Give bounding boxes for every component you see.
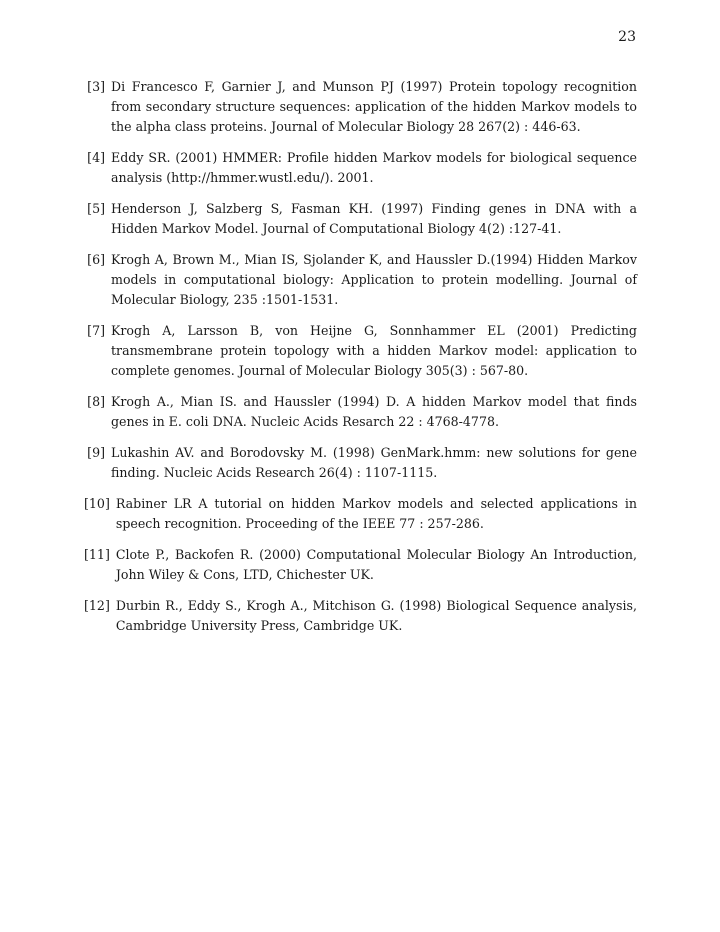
reference-label: [10]: [84, 496, 110, 511]
reference-text: Lukashin AV. and Borodovsky M. (1998) GenMark.hmm: new solutions for gene finding. Nucleic Acids Research 26(4) : 1107-1115.: [111, 445, 637, 480]
reference-text: Henderson J, Salzberg S, Fasman KH. (1997) Finding genes in DNA with a Hidden Markov Model. Journal of Computational Biology 4(2) :127-41.: [111, 201, 637, 236]
reference-list: [84, 77, 637, 647]
reference-item: [84, 321, 637, 381]
reference-text: Krogh A, Larsson B, von Heijne G, Sonnhammer EL (2001) Predicting transmembrane protein topology with a hidden Markov model: application to complete genomes. Journal of Molecular Biology 305(3) : 567-80.: [111, 323, 637, 378]
reference-label: [11]: [84, 547, 110, 562]
page-number: 23: [618, 29, 636, 45]
reference-label: [7]: [87, 323, 105, 338]
reference-item: [84, 77, 637, 137]
reference-label: [12]: [84, 598, 110, 613]
reference-text: Clote P., Backofen R. (2000) Computational Molecular Biology An Introduction, John Wiley & Cons, LTD, Chichester UK.: [115, 547, 637, 582]
reference-text: Krogh A, Brown M., Mian IS, Sjolander K, and Haussler D.(1994) Hidden Markov models in computational biology: Application to protein modelling. Journal of Molecular Biology, 235 :1501-1531.: [111, 252, 637, 307]
reference-label: [5]: [87, 201, 105, 216]
reference-label: [4]: [87, 150, 105, 165]
reference-item: [84, 545, 637, 585]
reference-text: Di Francesco F, Garnier J, and Munson PJ (1997) Protein topology recognition from secondary structure sequences: application of the hidden Markov models to the alpha class proteins. Journal of Molecular Biology 28 267(2) : 446-63.: [111, 79, 637, 134]
reference-label: [6]: [87, 252, 105, 267]
reference-label: [3]: [87, 79, 105, 94]
reference-label: [9]: [87, 445, 105, 460]
reference-item: [84, 443, 637, 483]
reference-item: [84, 392, 637, 432]
reference-label: [8]: [87, 394, 105, 409]
reference-text: Durbin R., Eddy S., Krogh A., Mitchison G. (1998) Biological Sequence analysis, Cambridge University Press, Cambridge UK.: [115, 598, 637, 633]
reference-item: [84, 199, 637, 239]
reference-item: [84, 494, 637, 534]
reference-item: [84, 250, 637, 310]
reference-item: [84, 148, 637, 188]
reference-item: [84, 596, 637, 636]
reference-text: Rabiner LR A tutorial on hidden Markov models and selected applications in speech recognition. Proceeding of the IEEE 77 : 257-286.: [115, 496, 637, 531]
reference-text: Eddy SR. (2001) HMMER: Profile hidden Markov models for biological sequence analysis (http://hmmer.wustl.edu/). 2001.: [111, 150, 637, 185]
reference-text: Krogh A., Mian IS. and Haussler (1994) D. A hidden Markov model that finds genes in E. coli DNA. Nucleic Acids Resarch 22 : 4768-4778.: [111, 394, 637, 429]
